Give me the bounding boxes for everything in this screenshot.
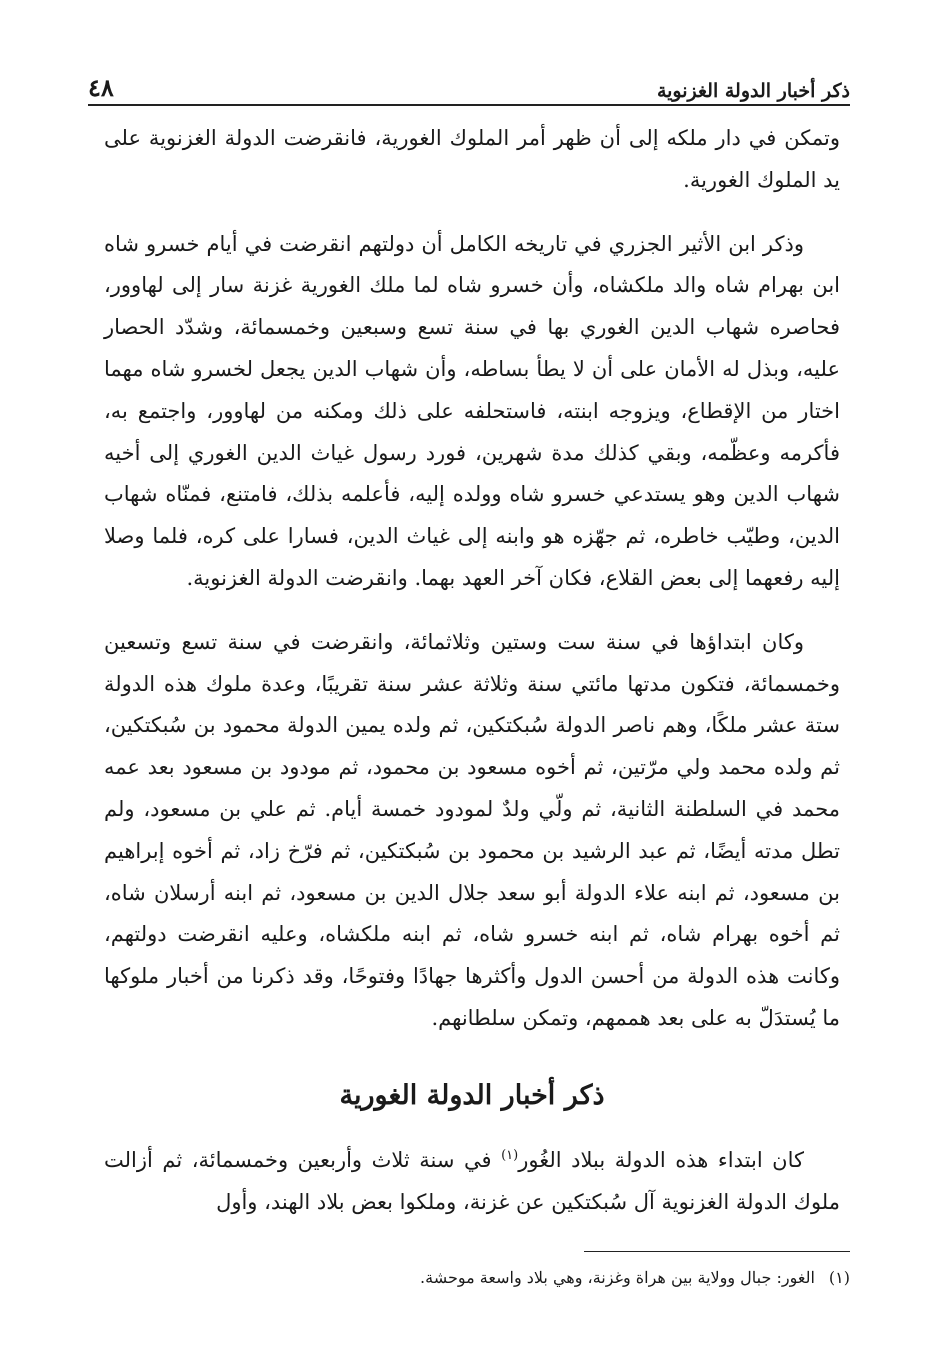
paragraph: وكان ابتداؤها في سنة ست وستين وثلاثمائة، وانقرضت في سنة تسع وتسعين وخمسمائة، فتكون مدتها مائتي سنة وثلاثة عشر سنة تقريبًا، وعدة ملوك هذه الدولة ستة عشر ملكًا، وهم ناصر الدولة سُبكتكين، ثم ولده يمين الدولة محمود بن سُبكتكين، ثم ولده محمد ولي مرّتين، ثم أخوه مسعود بن محمود، ثم مودود بن مسعود بعد عمه محمد في السلطنة الثانية، ثم ولّي ولدٌ لمودود خمسة أيام. ثم علي بن مسعود، ولم تطل مدته أيضًا، ثم عبد الرشيد بن محمود بن سُبكتكين، ثم فرّخ زاد، ثم أخوه إبراهيم بن مسعود، ثم ابنه علاء الدولة أبو سعد جلال الدين بن مسعود، ثم ابنه أرسلان شاه، ثم أخوه بهرام شاه، ثم ابنه خسرو شاه، ثم ابنه ملكشاه، وعليه انقرضت دولتهم، وكانت هذه الدولة من أحسن الدول وأكثرها جهادًا وفتوحًا، وقد ذكرنا من أخبار ملوكها ما يُستدَلّ به على بعد هممهم، وتمكن سلطانهم. bbox=[104, 629, 840, 1030]
section-heading: ذكر أخبار الدولة الغورية bbox=[339, 1080, 605, 1111]
footnote-number: (١) bbox=[828, 1268, 850, 1287]
running-header bbox=[88, 60, 850, 106]
paragraph: وتمكن في دار ملكه إلى أن ظهر أمر الملوك الغورية، فانقرضت الدولة الغزنوية على يد الملوك الغورية. bbox=[104, 126, 840, 192]
header-title: ذكر أخبار الدولة الغزنوية bbox=[656, 80, 850, 102]
footnote bbox=[104, 1265, 850, 1291]
body-text bbox=[104, 118, 840, 1062]
page-number: ٤٨ bbox=[88, 73, 114, 102]
section-paragraph bbox=[104, 1140, 840, 1224]
section-text-start: كان ابتداء هذه الدولة ببلاد الغُور bbox=[518, 1148, 805, 1172]
footnote-text: الغور: جبال وولاية بين هراة وغزنة، وهي بلاد واسعة موحشة. bbox=[420, 1268, 815, 1287]
paragraph: وذكر ابن الأثير الجزري في تاريخه الكامل أن دولتهم انقرضت في أيام خسرو شاه ابن بهرام شاه والد ملكشاه، وأن خسرو شاه لما ملك الغورية غزنة سار إلى لهاوور، فحاصره شهاب الدين الغوري بها في سنة تسع وسبعين وخمسمائة، وشدّد الحصار عليه، وبذل له الأمان على أن لا يطأ بساطه، وأن شهاب الدين يجعل لخسرو شاه مهما اختار من الإقطاع، ويزوجه ابنته، فاستحلفه على ذلك ومكنه من لهاوور، واجتمع به، فأكرمه وعظّمه، وبقي كذلك مدة شهرين، فورد رسول غياث الدين الغوري إلى أخيه شهاب الدين وهو يستدعي خسرو شاه وولده إليه، فأعلمه بذلك، فامتنع، فمنّاه شهاب الدين، وطيّب خاطره، ثم جهّزه هو وابنه إلى غياث الدين، فسارا على كره، فلما وصلا إليه رفعهما إلى بعض القلاع، فكان آخر العهد بهما. وانقرضت الدولة الغزنوية. bbox=[104, 231, 840, 590]
footnote-divider bbox=[584, 1251, 850, 1252]
footnote-marker: (١) bbox=[501, 1148, 519, 1163]
paragraph bbox=[104, 1140, 840, 1224]
section-text-rest: في سنة ثلاث وأربعين وخمسمائة، ثم أزالت ملوك الدولة الغزنوية آل سُبكتكين عن غزنة، وملكوا بعض بلاد الهند، وأول bbox=[104, 1148, 840, 1214]
